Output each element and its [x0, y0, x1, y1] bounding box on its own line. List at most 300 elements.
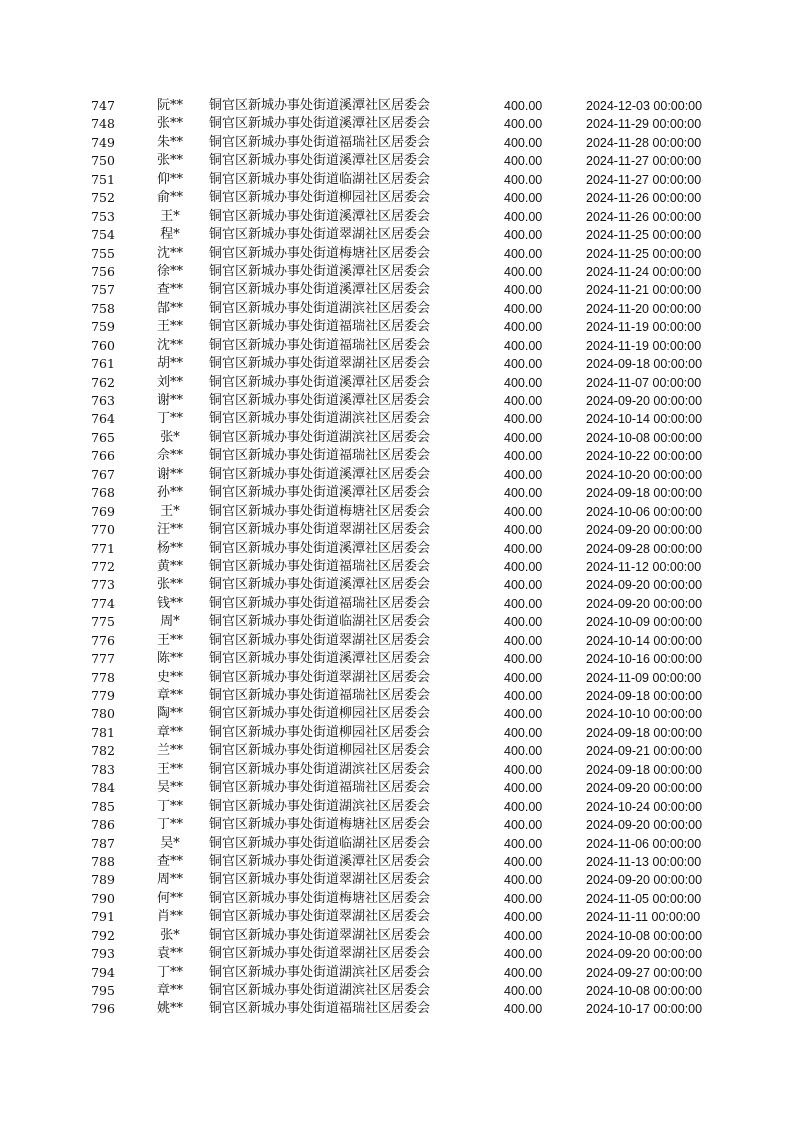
- table-row: [0, 171, 793, 189]
- row-number: 778: [91, 669, 115, 685]
- recipient-name: 章**: [156, 983, 183, 998]
- row-number: 785: [91, 798, 115, 814]
- amount: 400.00: [504, 504, 543, 519]
- row-number: 775: [91, 614, 115, 630]
- amount: 400.00: [504, 891, 543, 906]
- table-row: [0, 798, 793, 816]
- issue-date: 2024-10-20 00:00:00: [586, 467, 703, 482]
- recipient-name: 袁**: [156, 946, 183, 962]
- community-office: 铜官区新城办事处街道柳园社区居委会: [209, 724, 431, 740]
- table-row: [0, 429, 793, 447]
- recipient-name: 丁**: [156, 817, 183, 833]
- community-office: 铜官区新城办事处街道溪潭社区居委会: [209, 466, 431, 482]
- row-number: 760: [91, 337, 115, 353]
- issue-date: 2024-11-06 00:00:00: [586, 836, 702, 851]
- recipient-name: 张**: [156, 577, 183, 593]
- issue-date: 2024-09-28 00:00:00: [586, 541, 703, 556]
- table-row: [0, 189, 793, 207]
- table-row: [0, 890, 793, 908]
- row-number: 757: [91, 282, 115, 298]
- recipient-name: 丁**: [156, 798, 183, 814]
- row-number: 748: [91, 116, 115, 132]
- row-number: 796: [91, 1001, 115, 1017]
- community-office: 铜官区新城办事处街道翠湖社区居委会: [209, 909, 431, 925]
- row-number: 755: [91, 245, 115, 261]
- community-office: 铜官区新城办事处街道溪潭社区居委会: [209, 98, 431, 113]
- table-row: [0, 281, 793, 299]
- table-row: [0, 115, 793, 133]
- amount: 400.00: [504, 965, 543, 980]
- recipient-name: 汪**: [156, 522, 183, 538]
- table-row: [0, 410, 793, 428]
- recipient-name: 黄**: [156, 558, 183, 574]
- recipient-name: 张**: [156, 153, 183, 169]
- amount: 400.00: [504, 781, 543, 796]
- community-office: 铜官区新城办事处街道柳园社区居委会: [209, 706, 431, 722]
- community-office: 铜官区新城办事处街道梅塘社区居委会: [209, 245, 431, 261]
- amount: 400.00: [504, 541, 543, 556]
- table-row: [0, 208, 793, 226]
- row-number: 772: [91, 558, 115, 574]
- issue-date: 2024-11-26 00:00:00: [586, 191, 702, 206]
- recipient-name: 杨**: [156, 540, 183, 556]
- community-office: 铜官区新城办事处街道溪潭社区居委会: [209, 577, 431, 593]
- row-number: 770: [91, 522, 115, 538]
- table-row: [0, 337, 793, 355]
- recipient-name: 刘**: [156, 374, 183, 390]
- community-office: 铜官区新城办事处街道湖滨社区居委会: [209, 411, 431, 427]
- recipient-name: 王**: [156, 319, 183, 335]
- table-row: [0, 779, 793, 797]
- recipient-name: 丁**: [156, 964, 183, 980]
- amount: 400.00: [504, 467, 543, 482]
- table-row: [0, 853, 793, 871]
- records-table: [0, 97, 793, 1019]
- row-number: 787: [91, 835, 115, 851]
- table-row: [0, 595, 793, 613]
- issue-date: 2024-11-13 00:00:00: [586, 854, 702, 869]
- amount: 400.00: [504, 264, 543, 279]
- row-number: 783: [91, 761, 115, 777]
- amount: 400.00: [504, 910, 543, 925]
- issue-date: 2024-10-10 00:00:00: [586, 707, 703, 722]
- recipient-name: 吴**: [156, 780, 183, 796]
- amount: 400.00: [504, 559, 543, 574]
- issue-date: 2024-11-19 00:00:00: [586, 338, 702, 353]
- amount: 400.00: [504, 873, 543, 888]
- community-office: 铜官区新城办事处街道福瑞社区居委会: [209, 780, 431, 796]
- issue-date: 2024-10-08 00:00:00: [586, 430, 703, 445]
- row-number: 769: [91, 503, 115, 519]
- row-number: 793: [91, 946, 115, 962]
- recipient-name: 俞**: [156, 190, 183, 206]
- amount: 400.00: [504, 836, 543, 851]
- recipient-name: 张*: [160, 927, 180, 943]
- recipient-name: 查**: [156, 853, 183, 869]
- row-number: 779: [91, 688, 115, 703]
- issue-date: 2024-09-20 00:00:00: [586, 818, 703, 833]
- issue-date: 2024-09-20 00:00:00: [586, 596, 703, 611]
- amount: 400.00: [504, 412, 543, 427]
- issue-date: 2024-09-20 00:00:00: [586, 523, 703, 538]
- issue-date: 2024-09-18 00:00:00: [586, 762, 703, 777]
- table-row: [0, 466, 793, 484]
- community-office: 铜官区新城办事处街道翠湖社区居委会: [209, 669, 431, 685]
- amount: 400.00: [504, 670, 543, 685]
- community-office: 铜官区新城办事处街道福瑞社区居委会: [209, 595, 431, 611]
- recipient-name: 史**: [156, 669, 183, 685]
- issue-date: 2024-09-18 00:00:00: [586, 725, 703, 740]
- table-row: [0, 927, 793, 945]
- community-office: 铜官区新城办事处街道湖滨社区居委会: [209, 300, 431, 316]
- table-row: [0, 503, 793, 521]
- issue-date: 2024-10-06 00:00:00: [586, 504, 703, 519]
- table-row: [0, 392, 793, 410]
- table-row: [0, 97, 793, 115]
- amount: 400.00: [504, 523, 543, 538]
- row-number: 773: [91, 577, 115, 593]
- issue-date: 2024-11-11 00:00:00: [586, 910, 701, 925]
- table-row: [0, 263, 793, 281]
- row-number: 766: [91, 448, 115, 464]
- table-row: [0, 226, 793, 244]
- recipient-name: 章**: [156, 688, 183, 703]
- issue-date: 2024-11-12 00:00:00: [586, 559, 702, 574]
- community-office: 铜官区新城办事处街道湖滨社区居委会: [209, 983, 431, 998]
- issue-date: 2024-11-20 00:00:00: [586, 301, 702, 316]
- community-office: 铜官区新城办事处街道福瑞社区居委会: [209, 558, 431, 574]
- row-number: 794: [91, 964, 115, 980]
- row-number: 781: [91, 724, 115, 740]
- amount: 400.00: [504, 652, 543, 667]
- table-row: [0, 724, 793, 742]
- community-office: 铜官区新城办事处街道溪潭社区居委会: [209, 153, 431, 169]
- amount: 400.00: [504, 762, 543, 777]
- issue-date: 2024-11-24 00:00:00: [586, 264, 702, 279]
- recipient-name: 何**: [156, 890, 183, 906]
- issue-date: 2024-11-05 00:00:00: [586, 891, 702, 906]
- issue-date: 2024-09-20 00:00:00: [586, 947, 703, 962]
- recipient-name: 程*: [160, 227, 180, 243]
- row-number: 795: [91, 983, 115, 998]
- amount: 400.00: [504, 283, 543, 298]
- community-office: 铜官区新城办事处街道梅塘社区居委会: [209, 817, 431, 833]
- recipient-name: 丁**: [156, 411, 183, 427]
- community-office: 铜官区新城办事处街道湖滨社区居委会: [209, 964, 431, 980]
- issue-date: 2024-10-14 00:00:00: [586, 412, 703, 427]
- recipient-name: 查**: [156, 282, 183, 298]
- amount: 400.00: [504, 578, 543, 593]
- recipient-name: 章**: [156, 724, 183, 740]
- issue-date: 2024-09-27 00:00:00: [586, 965, 703, 980]
- community-office: 铜官区新城办事处街道翠湖社区居委会: [209, 872, 431, 888]
- community-office: 铜官区新城办事处街道溪潭社区居委会: [209, 393, 431, 408]
- recipient-name: 佘**: [156, 448, 183, 464]
- amount: 400.00: [504, 984, 543, 998]
- issue-date: 2024-11-27 00:00:00: [586, 172, 702, 187]
- amount: 400.00: [504, 375, 543, 390]
- issue-date: 2024-10-09 00:00:00: [586, 615, 703, 630]
- row-number: 774: [91, 595, 115, 611]
- row-number: 753: [91, 208, 115, 224]
- community-office: 铜官区新城办事处街道福瑞社区居委会: [209, 337, 431, 353]
- amount: 400.00: [504, 99, 543, 113]
- issue-date: 2024-11-09 00:00:00: [586, 670, 702, 685]
- row-number: 771: [91, 540, 115, 556]
- table-row: [0, 761, 793, 779]
- community-office: 铜官区新城办事处街道湖滨社区居委会: [209, 429, 431, 445]
- community-office: 铜官区新城办事处街道临湖社区居委会: [209, 171, 431, 187]
- row-number: 759: [91, 319, 115, 335]
- table-row: [0, 245, 793, 263]
- issue-date: 2024-09-18 00:00:00: [586, 357, 703, 372]
- row-number: 791: [91, 909, 115, 925]
- amount: 400.00: [504, 430, 543, 445]
- table-row: [0, 945, 793, 963]
- amount: 400.00: [504, 947, 543, 962]
- recipient-name: 阮**: [156, 98, 183, 113]
- community-office: 铜官区新城办事处街道梅塘社区居委会: [209, 503, 431, 519]
- table-row: [0, 742, 793, 760]
- community-office: 铜官区新城办事处街道福瑞社区居委会: [209, 1001, 431, 1017]
- amount: 400.00: [504, 615, 543, 630]
- community-office: 铜官区新城办事处街道溪潭社区居委会: [209, 263, 431, 279]
- amount: 400.00: [504, 744, 543, 759]
- row-number: 758: [91, 300, 115, 316]
- issue-date: 2024-09-20 00:00:00: [586, 578, 703, 593]
- community-office: 铜官区新城办事处街道临湖社区居委会: [209, 835, 431, 851]
- amount: 400.00: [504, 301, 543, 316]
- amount: 400.00: [504, 928, 543, 943]
- amount: 400.00: [504, 357, 543, 372]
- issue-date: 2024-09-18 00:00:00: [586, 689, 703, 703]
- issue-date: 2024-10-08 00:00:00: [586, 984, 703, 998]
- amount: 400.00: [504, 135, 543, 150]
- table-row: [0, 318, 793, 336]
- recipient-name: 王**: [156, 761, 183, 777]
- row-number: 764: [91, 411, 115, 427]
- recipient-name: 吴*: [160, 835, 180, 851]
- table-row: [0, 908, 793, 926]
- issue-date: 2024-12-03 00:00:00: [586, 99, 703, 113]
- community-office: 铜官区新城办事处街道溪潭社区居委会: [209, 208, 431, 224]
- amount: 400.00: [504, 191, 543, 206]
- recipient-name: 徐**: [156, 263, 183, 279]
- community-office: 铜官区新城办事处街道溪潭社区居委会: [209, 282, 431, 298]
- community-office: 铜官区新城办事处街道柳园社区居委会: [209, 190, 431, 206]
- table-row: [0, 687, 793, 705]
- recipient-name: 周*: [160, 614, 180, 630]
- recipient-name: 沈**: [156, 245, 183, 261]
- recipient-name: 郜**: [156, 300, 183, 316]
- row-number: 767: [91, 466, 115, 482]
- table-row: [0, 613, 793, 631]
- amount: 400.00: [504, 486, 543, 501]
- table-row: [0, 300, 793, 318]
- recipient-name: 姚**: [156, 1001, 183, 1017]
- amount: 400.00: [504, 394, 543, 408]
- issue-date: 2024-11-28 00:00:00: [586, 135, 702, 150]
- amount: 400.00: [504, 854, 543, 869]
- community-office: 铜官区新城办事处街道福瑞社区居委会: [209, 448, 431, 464]
- recipient-name: 钱**: [156, 595, 183, 611]
- table-row: [0, 705, 793, 723]
- table-row: [0, 576, 793, 594]
- community-office: 铜官区新城办事处街道湖滨社区居委会: [209, 798, 431, 814]
- recipient-name: 胡**: [156, 356, 183, 372]
- table-row: [0, 521, 793, 539]
- community-office: 铜官区新城办事处街道溪潭社区居委会: [209, 485, 431, 501]
- recipient-name: 王**: [156, 632, 183, 648]
- issue-date: 2024-10-24 00:00:00: [586, 799, 703, 814]
- issue-date: 2024-10-16 00:00:00: [586, 652, 703, 667]
- community-office: 铜官区新城办事处街道福瑞社区居委会: [209, 134, 431, 150]
- amount: 400.00: [504, 799, 543, 814]
- community-office: 铜官区新城办事处街道溪潭社区居委会: [209, 116, 431, 132]
- amount: 400.00: [504, 707, 543, 722]
- table-row: [0, 558, 793, 576]
- table-row: [0, 152, 793, 170]
- recipient-name: 王*: [160, 208, 180, 224]
- community-office: 铜官区新城办事处街道福瑞社区居委会: [209, 688, 431, 703]
- issue-date: 2024-10-14 00:00:00: [586, 633, 703, 648]
- community-office: 铜官区新城办事处街道福瑞社区居委会: [209, 319, 431, 335]
- community-office: 铜官区新城办事处街道湖滨社区居委会: [209, 761, 431, 777]
- recipient-name: 兰**: [156, 743, 183, 759]
- recipient-name: 张**: [156, 116, 183, 132]
- community-office: 铜官区新城办事处街道翠湖社区居委会: [209, 522, 431, 538]
- table-row: [0, 484, 793, 502]
- amount: 400.00: [504, 633, 543, 648]
- table-row: [0, 134, 793, 152]
- table-row: [0, 447, 793, 465]
- issue-date: 2024-11-21 00:00:00: [586, 283, 702, 298]
- issue-date: 2024-09-20 00:00:00: [586, 394, 703, 408]
- issue-date: 2024-11-29 00:00:00: [586, 117, 702, 132]
- amount: 400.00: [504, 117, 543, 132]
- amount: 400.00: [504, 338, 543, 353]
- community-office: 铜官区新城办事处街道临湖社区居委会: [209, 614, 431, 630]
- table-row: [0, 982, 793, 1000]
- table-row: [0, 816, 793, 834]
- issue-date: 2024-11-07 00:00:00: [586, 375, 702, 390]
- table-row: [0, 650, 793, 668]
- row-number: 788: [91, 853, 115, 869]
- issue-date: 2024-11-25 00:00:00: [586, 246, 702, 261]
- row-number: 756: [91, 263, 115, 279]
- issue-date: 2024-10-22 00:00:00: [586, 449, 703, 464]
- table-row: [0, 374, 793, 392]
- row-number: 776: [91, 632, 115, 648]
- row-number: 749: [91, 134, 115, 150]
- row-number: 784: [91, 780, 115, 796]
- row-number: 782: [91, 743, 115, 759]
- row-number: 747: [91, 98, 115, 113]
- amount: 400.00: [504, 320, 543, 335]
- amount: 400.00: [504, 246, 543, 261]
- amount: 400.00: [504, 228, 543, 243]
- row-number: 752: [91, 190, 115, 206]
- issue-date: 2024-09-20 00:00:00: [586, 873, 703, 888]
- amount: 400.00: [504, 725, 543, 740]
- issue-date: 2024-11-19 00:00:00: [586, 320, 702, 335]
- recipient-name: 周**: [156, 872, 183, 888]
- community-office: 铜官区新城办事处街道溪潭社区居委会: [209, 651, 431, 667]
- table-row: [0, 355, 793, 373]
- recipient-name: 王*: [160, 503, 180, 519]
- issue-date: 2024-09-18 00:00:00: [586, 486, 703, 501]
- recipient-name: 陈**: [156, 651, 183, 667]
- row-number: 761: [91, 356, 115, 372]
- community-office: 铜官区新城办事处街道溪潭社区居委会: [209, 540, 431, 556]
- recipient-name: 孙**: [156, 485, 183, 501]
- community-office: 铜官区新城办事处街道梅塘社区居委会: [209, 890, 431, 906]
- community-office: 铜官区新城办事处街道柳园社区居委会: [209, 743, 431, 759]
- amount: 400.00: [504, 172, 543, 187]
- community-office: 铜官区新城办事处街道翠湖社区居委会: [209, 946, 431, 962]
- recipient-name: 仰**: [156, 171, 183, 187]
- row-number: 786: [91, 817, 115, 833]
- table-row: [0, 632, 793, 650]
- community-office: 铜官区新城办事处街道溪潭社区居委会: [209, 374, 431, 390]
- issue-date: 2024-11-27 00:00:00: [586, 154, 702, 169]
- community-office: 铜官区新城办事处街道溪潭社区居委会: [209, 853, 431, 869]
- table-row: [0, 540, 793, 558]
- recipient-name: 陶**: [156, 706, 183, 722]
- row-number: 763: [91, 393, 115, 408]
- community-office: 铜官区新城办事处街道翠湖社区居委会: [209, 356, 431, 372]
- community-office: 铜官区新城办事处街道翠湖社区居委会: [209, 632, 431, 648]
- recipient-name: 张*: [160, 429, 180, 445]
- row-number: 754: [91, 227, 115, 243]
- table-row: [0, 1000, 793, 1018]
- row-number: 768: [91, 485, 115, 501]
- table-row: [0, 964, 793, 982]
- issue-date: 2024-09-20 00:00:00: [586, 781, 703, 796]
- recipient-name: 谢**: [156, 393, 183, 408]
- community-office: 铜官区新城办事处街道翠湖社区居委会: [209, 227, 431, 243]
- recipient-name: 沈**: [156, 337, 183, 353]
- row-number: 750: [91, 153, 115, 169]
- community-office: 铜官区新城办事处街道翠湖社区居委会: [209, 927, 431, 943]
- row-number: 780: [91, 706, 115, 722]
- row-number: 762: [91, 374, 115, 390]
- issue-date: 2024-10-17 00:00:00: [586, 1002, 703, 1017]
- issue-date: 2024-09-21 00:00:00: [586, 744, 703, 759]
- table-row: [0, 835, 793, 853]
- amount: 400.00: [504, 1002, 543, 1017]
- amount: 400.00: [504, 209, 543, 224]
- row-number: 765: [91, 429, 115, 445]
- amount: 400.00: [504, 449, 543, 464]
- recipient-name: 朱**: [156, 134, 183, 150]
- recipient-name: 肖**: [156, 909, 183, 925]
- issue-date: 2024-11-25 00:00:00: [586, 228, 702, 243]
- recipient-name: 谢**: [156, 466, 183, 482]
- row-number: 789: [91, 872, 115, 888]
- amount: 400.00: [504, 818, 543, 833]
- row-number: 790: [91, 890, 115, 906]
- issue-date: 2024-10-08 00:00:00: [586, 928, 703, 943]
- row-number: 777: [91, 651, 115, 667]
- issue-date: 2024-11-26 00:00:00: [586, 209, 702, 224]
- amount: 400.00: [504, 154, 543, 169]
- row-number: 751: [91, 171, 115, 187]
- table-row: [0, 669, 793, 687]
- row-number: 792: [91, 927, 115, 943]
- amount: 400.00: [504, 689, 543, 703]
- amount: 400.00: [504, 596, 543, 611]
